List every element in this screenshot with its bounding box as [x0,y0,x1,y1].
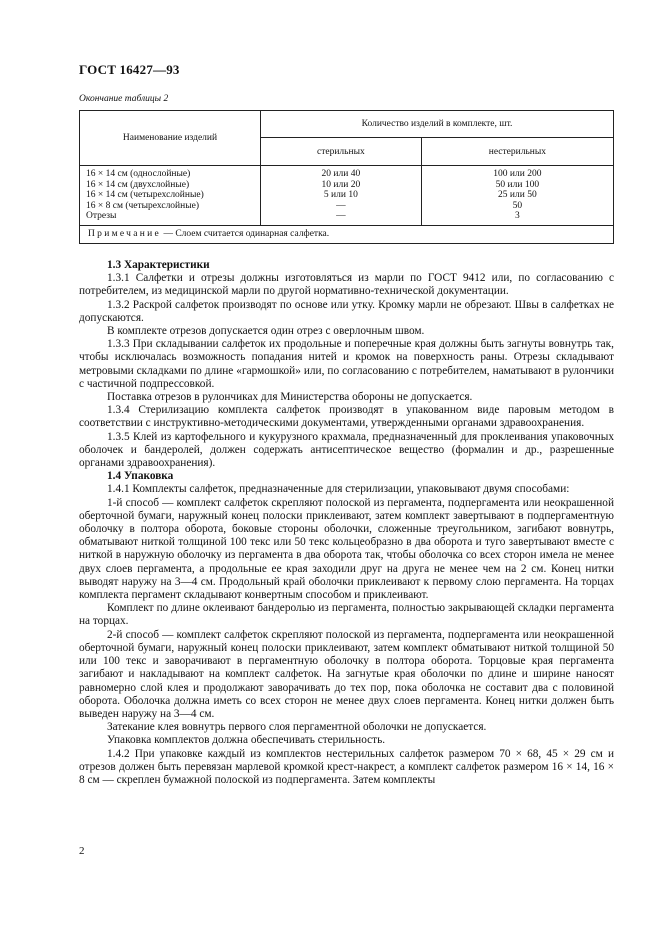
table-cell-nonsterile: 100 или 200 [493,169,542,179]
paragraph-text: Комплект по длине оклеивают бандеролью из пергамента, полностью закрывающей складки пергамента на торцах. [79,602,614,628]
paragraph [79,431,614,471]
column-header-quantity: Количество изделий в комплекте, шт. [261,111,614,138]
paragraph-text: Поставка отрезов в рулончиках для Министерства обороны не допускается. [107,391,473,404]
table-2 [79,110,614,244]
paragraph-text: 1.3.3 При складывании салфеток их продольные и поперечные края должны быть загнуты вовнутрь так, чтобы исключалась возможность попадания нитей и кромок на поверхность раны. Отрезы складывают метровыми складками по длине «гармошкой» или, по согласованию с потребителем, наматывают в рулончики с частичной подпрессовкой. [79,338,614,390]
note-text: — Слоем считается одинарная салфетка. [161,229,330,239]
paragraph-text: 1.4.1 Комплекты салфеток, предназначенные для стерилизации, упаковывают двумя способами: [107,483,570,496]
paragraph-text: Затекание клея вовнутрь первого слоя пергаментной оболочки не допускается. [107,721,487,734]
table-cell-sterile: — [336,200,346,211]
section-title: 1.4 Упаковка [107,470,174,483]
paragraph [79,391,614,404]
paragraph-text: 1.3.2 Раскрой салфеток производят по основе или утку. Кромку марли не обрезают. Швы в салфетках не допускаются. [79,298,614,324]
paragraph-text: В комплекте отрезов допускается один отрез с оверлочным швом. [107,325,425,338]
table-cell-nonsterile: 50 или 100 [495,179,540,190]
table-cell-sterile: — [336,211,346,221]
table-caption: Окончание таблицы 2 [79,94,169,104]
table-cell-names: 16 × 14 см (четырехслойные) [86,190,204,200]
table-cell-nonsterile: 50 [512,200,523,211]
paragraph-text: Упаковка комплектов должна обеспечивать стерильность. [107,734,386,747]
table-cell-names: 16 × 8 см (четырехслойные) [86,200,199,211]
table-body-row [80,166,614,226]
paragraph [79,483,614,496]
section-heading [79,470,614,483]
paragraph [79,325,614,338]
item-names-cell [80,166,261,226]
table-cell-nonsterile: 25 или 50 [498,190,537,200]
paragraph [79,748,614,788]
paragraph [79,404,614,430]
document-header: ГОСТ 16427—93 [79,62,180,77]
paragraph [79,629,614,721]
table-note [80,225,614,243]
paragraph-text: 1.3.1 Салфетки и отрезы должны изготовляться из марли по ГОСТ 9412 или, по согласованию с потребителем, из медицинской марли по другой нормативно-технической документации. [79,272,614,298]
paragraph-text: 2-й способ — комплект салфеток скрепляют полоской из пергамента, подпергамента или неокрашенной оберточной бумаги, наружный конец полоски приклеивают, затем комплект обматывают ниткой толщиной 50 или 100 текс и заворачивают в пергаментную оболочку в полтора оборота. Торцовые края пергамента загибают и накладывают на комплект салфеток. На загнутые края оболочки по длине и ширине наносят равномерно слой клея и продолжают заворачивать до тех пор, пока оболочка не составит два с половиной оборота. Оболочка должна иметь со всех сторон не менее двух слоев пергамента. Конец нитки должен быть выведен наружу на 3—4 см. [79,628,614,720]
paragraph [79,721,614,734]
paragraph [79,497,614,603]
table-cell-sterile: 10 или 20 [321,179,361,190]
sterile-values-cell [261,166,422,226]
table-cell-names: Отрезы [86,211,117,221]
page-number: 2 [79,845,85,857]
paragraph [79,338,614,391]
table-cell-names: 16 × 14 см (однослойные) [86,169,191,179]
column-header-name: Наименование изделий [80,111,261,166]
paragraph-text: 1.3.4 Стерилизацию комплекта салфеток производят в упакованном виде паровым методом в соответствии с инструктивно-методическими документами, утвержденными органами здравоохранения. [79,404,614,430]
column-header-sterile: стерильных [261,138,422,166]
nonsterile-values-cell [421,166,613,226]
paragraph [79,299,614,325]
paragraph-text: 1.4.2 При упаковке каждый из комплектов нестерильных салфеток размером 70 × 68, 45 × 29 см и отрезов должен быть перевязан марлевой кромкой крест-накрест, а комплект салфеток размером 16 × 14, 16 × 8 см — скреплен бумажной полоской из подпергамента. Затем комплекты [79,747,614,786]
column-header-nonsterile: нестерильных [421,138,613,166]
paragraph [79,734,614,747]
table-cell-names: 16 × 14 см (двухслойные) [86,179,190,190]
document-body [79,259,614,787]
table-cell-nonsterile: 3 [515,211,520,221]
paragraph [79,602,614,628]
paragraph-text: 1-й способ — комплект салфеток скрепляют полоской из пергамента, подпергамента или неокрашенной оберточной бумаги, наружный конец полоски приклеивают, затем комплект завертывают в подпергаментную оболочку в полтора оборота, боковые стороны оболочки, сложенные треугольником, загибают вовнутрь, обматывают ниткой толщиной 100 текс или 50 текс кольцеобразно в два оборота и туго завертывают вместе с ниткой в наружную оболочку из пергамента в два оборота так, чтобы оболочка со всех сторон имела не менее двух слоев пергамента, а продольные ее края заходили друг на друга не менее чем на 2 см. Конец нитки выводят наружу на 3—4 см. Продольный край оболочки приклеивают к первому слою пергамента. На торцах комплекта пергамент складывают конвертным способом и приклеивают. [79,496,614,602]
paragraph [79,272,614,298]
table-cell-sterile: 5 или 10 [323,190,358,200]
section-title: 1.3 Характеристики [107,259,210,271]
section-heading [79,259,614,272]
paragraph-text: 1.3.5 Клей из картофельного и кукурузного крахмала, предназначенный для проклеивания упаковочных оболочек и бандеролей, должен содержать антисептическое вещество (формалин и др., разрешенные органами здравоохранения). [79,430,614,470]
note-label: Примечание [88,229,162,239]
table-cell-sterile: 20 или 40 [321,169,361,179]
